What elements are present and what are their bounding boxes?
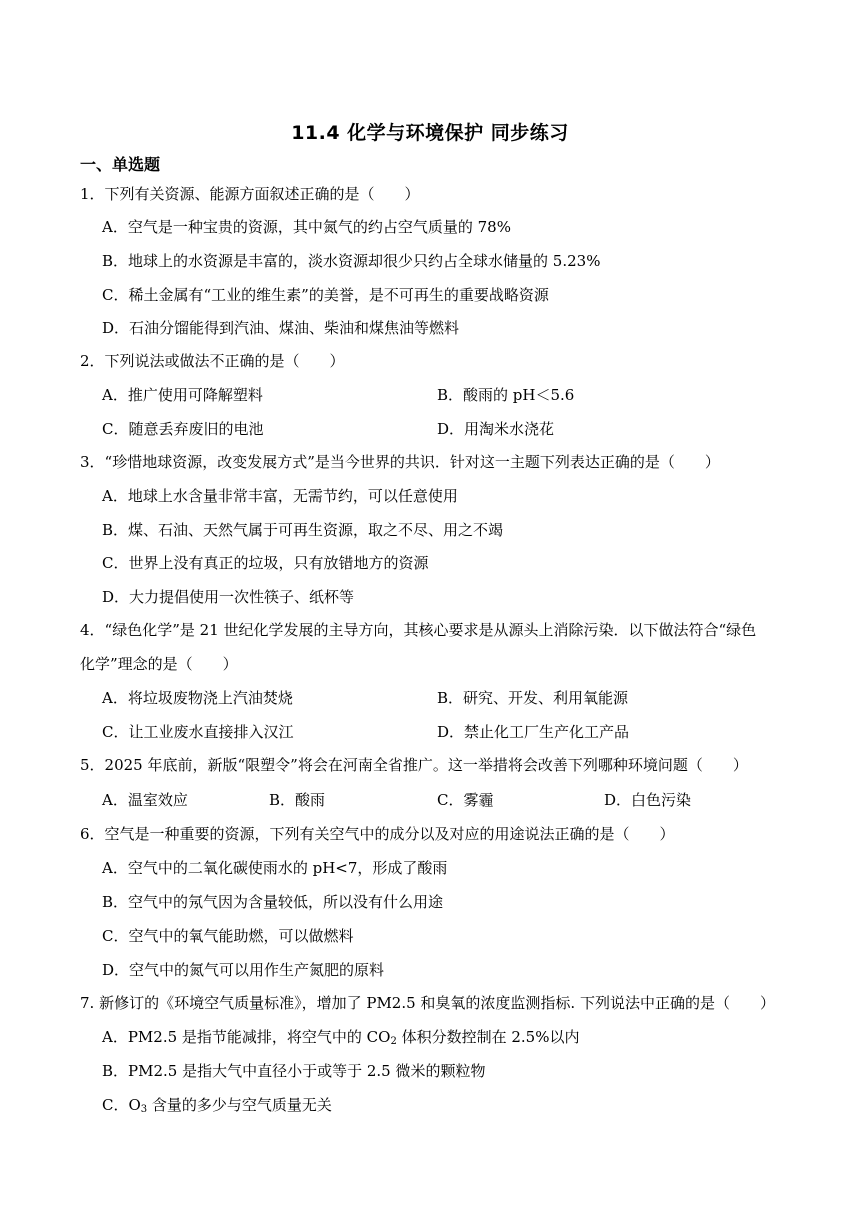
question-4-option-b: B．研究、开发、利用氧能源 xyxy=(437,689,629,707)
question-3-option-d: D．大力提倡使用一次性筷子、纸杯等 xyxy=(102,588,355,606)
question-7-option-b: B．PM2.5 是指大气中直径小于或等于 2.5 微米的颗粒物 xyxy=(102,1062,486,1080)
question-4-option-d: D．禁止化工厂生产化工产品 xyxy=(437,723,630,741)
question-1-option-d: D．石油分馏能得到汽油、煤油、柴油和煤焦油等燃料 xyxy=(102,319,460,337)
question-2-option-b: B．酸雨的 pH＜5.6 xyxy=(437,386,575,404)
question-3-stem: 3．“珍惜地球资源，改变发展方式”是当今世界的共识．针对这一主题下列表达正确的是（ ） xyxy=(80,453,720,471)
question-2-option-a: A．推广使用可降解塑料 xyxy=(102,386,263,404)
question-6-option-b: B．空气中的氖气因为含量较低，所以没有什么用途 xyxy=(102,893,444,911)
question-5-option-c: C．雾霾 xyxy=(437,791,494,809)
question-7-option-c-sub: 3 xyxy=(140,1104,148,1115)
question-6-option-c: C．空气中的氧气能助燃，可以做燃料 xyxy=(102,927,354,945)
question-5-option-a: A．温室效应 xyxy=(102,791,188,809)
question-3-option-c: C．世界上没有真正的垃圾，只有放错地方的资源 xyxy=(102,554,429,572)
question-5-option-d: D．白色污染 xyxy=(604,791,692,809)
question-1-stem: 1．下列有关资源、能源方面叙述正确的是（ ） xyxy=(80,185,420,203)
question-6-option-a: A．空气中的二氧化碳使雨水的 pH<7，形成了酸雨 xyxy=(102,859,448,877)
question-7-option-a-sub: 2 xyxy=(390,1036,397,1047)
question-7-stem: 7. 新修订的《环境空气质量标准》，增加了 PM2.5 和臭氧的浓度监测指标. 下列说法中正确的是（ ） xyxy=(80,994,775,1012)
question-3-option-b: B．煤、石油、天然气属于可再生资源，取之不尽、用之不竭 xyxy=(102,521,504,539)
question-7-option-c-post: 含量的多少与空气质量无关 xyxy=(147,1096,332,1114)
question-3-option-a: A．地球上水含量非常丰富，无需节约，可以任意使用 xyxy=(102,487,458,505)
question-7-option-a xyxy=(102,1027,579,1047)
question-7-option-a-pre: A．PM2.5 是指节能减排，将空气中的 CO xyxy=(102,1028,391,1046)
question-6-option-d: D．空气中的氮气可以用作生产氮肥的原料 xyxy=(102,961,385,979)
question-4-stem-line-2: 化学”理念的是（ ） xyxy=(80,655,238,673)
question-5-stem: 5．2025 年底前，新版“限塑令”将会在河南全省推广。这一举措将会改善下列哪种环境问题（ ） xyxy=(80,756,748,774)
document-title: 11.4 化学与环境保护 同步练习 xyxy=(291,122,569,144)
question-7-option-c-pre: C．O xyxy=(102,1096,141,1114)
question-5-option-b: B．酸雨 xyxy=(269,791,326,809)
section-heading: 一、单选题 xyxy=(80,155,161,174)
question-2-option-d: D．用淘米水浇花 xyxy=(437,420,555,438)
question-1-option-b: B．地球上的水资源是丰富的，淡水资源却很少只约占全球水储量的 5.23% xyxy=(102,252,601,270)
question-1-option-a: A．空气是一种宝贵的资源，其中氮气的约占空气质量的 78% xyxy=(102,218,511,236)
question-7-option-c xyxy=(102,1095,332,1115)
question-2-stem: 2．下列说法或做法不正确的是（ ） xyxy=(80,352,345,370)
question-1-option-c: C．稀土金属有“工业的维生素”的美誉，是不可再生的重要战略资源 xyxy=(102,286,549,304)
question-4-option-c: C．让工业废水直接排入汉江 xyxy=(102,723,294,741)
question-4-option-a: A．将垃圾废物浇上汽油焚烧 xyxy=(102,689,293,707)
question-4-stem-line-1: 4．“绿色化学”是 21 世纪化学发展的主导方向，其核心要求是从源头上消除污染．以下做法符合“绿色 xyxy=(80,621,757,639)
question-7-option-a-post: 体积分数控制在 2.5%以内 xyxy=(396,1028,580,1046)
question-2-option-c: C．随意丢弃废旧的电池 xyxy=(102,420,264,438)
question-6-stem: 6．空气是一种重要的资源，下列有关空气中的成分以及对应的用途说法正确的是（ ） xyxy=(80,825,675,843)
